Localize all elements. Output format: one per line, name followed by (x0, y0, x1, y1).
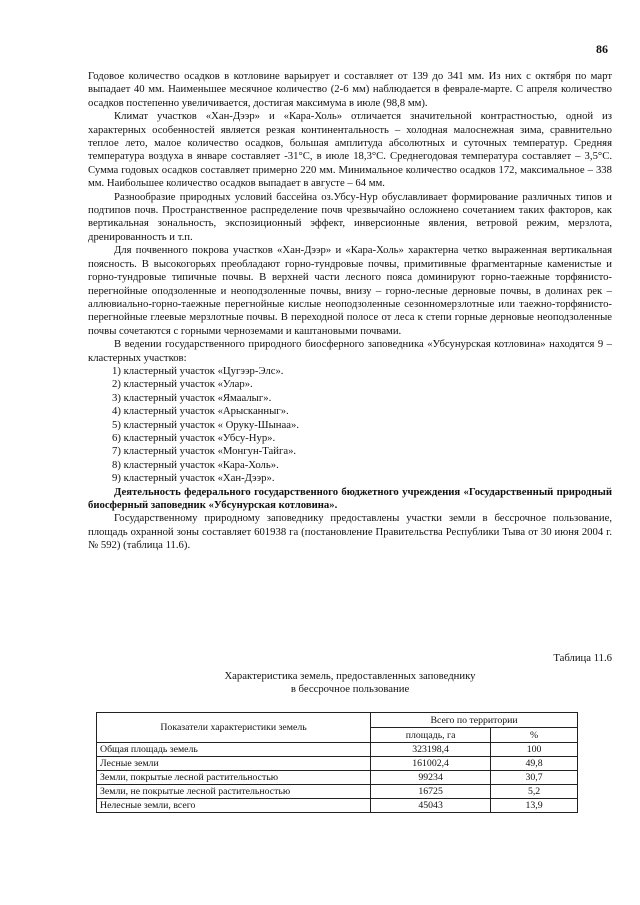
land-characteristics-table (96, 712, 578, 813)
page-number: 86 (596, 42, 608, 56)
row-percent: 30,7 (491, 771, 578, 785)
table-row (97, 743, 578, 757)
list-item: 6) кластерный участок «Убсу-Нур». (112, 431, 276, 444)
list-item: 4) кластерный участок «Арысканныг». (112, 405, 289, 418)
paragraph-precipitation: Годовое количество осадков в котловине варьирует и составляет от 139 до 341 мм. Из них с октября по март выпадает 40 мм. Наименьшее месячное количество (2-6 мм) наблюдается в феврале-марте. С апреля количество осадков постепенно увеличивается, достигая максимума в июле (98,8 мм). (88, 70, 612, 109)
table-row (97, 785, 578, 799)
list-item: 3) кластерный участок «Ямаалыг». (112, 391, 272, 404)
table-row (97, 771, 578, 785)
table-caption-line2: в бессрочное пользование (290, 683, 410, 696)
row-label: Земли, покрытые лесной растительностью (97, 771, 371, 785)
cluster-list (88, 365, 612, 486)
row-area: 99234 (371, 771, 491, 785)
table-row (97, 757, 578, 771)
paragraph-soil-zonation: Для почвенного покрова участков «Хан-Дээр» и «Кара-Холь» характерна четко выраженная вертикальная поясность. В высокогорьях преобладают горно-тундровые почвы, примитивные фрагментарные каменистые и горно-тундровые типичные почвы. В верхней части лесного пояса доминируют горно-таежные торфянисто-перегнойные оподзоленные и неоподзоленные почвы, внизу – горно-лесные дерновые почвы, в долинах рек – аллювиально-горно-таежные перегнойные кислые неоподзоленные сезонномерзлотные или таежно-торфянисто-перегнойные глеевые мерзлотные почвы. В переходной полосе от леса к степи горные дерновые неоподзоленные почвы сочетаются с горными черноземами и каштановыми почвами. (88, 244, 612, 337)
list-item: 8) кластерный участок «Кара-Холь». (112, 458, 279, 471)
row-percent: 100 (491, 743, 578, 757)
row-label: Общая площадь земель (97, 743, 371, 757)
list-item: 9) кластерный участок «Хан-Дээр». (112, 472, 275, 485)
body-text (88, 70, 612, 553)
table-number: Таблица 11.6 (553, 652, 612, 664)
table-row (97, 799, 578, 813)
row-area: 161002,4 (371, 757, 491, 771)
header-total: Всего по территории (371, 713, 578, 728)
list-item: 1) кластерный участок «Цугээр-Элс». (112, 364, 284, 377)
header-percent: % (491, 728, 578, 743)
row-area: 45043 (371, 799, 491, 813)
row-label: Земли, не покрытые лесной растительностью (97, 785, 371, 799)
row-percent: 13,9 (491, 799, 578, 813)
row-area: 16725 (371, 785, 491, 799)
table-caption (88, 670, 612, 697)
section-heading: Деятельность федерального государственного бюджетного учреждения «Государственный природный биосферный заповедник «Убсунурская котловина». (88, 485, 612, 511)
row-percent: 49,8 (491, 757, 578, 771)
row-label: Нелесные земли, всего (97, 799, 371, 813)
list-item: 2) кластерный участок «Улар». (112, 378, 253, 391)
header-area: площадь, га (371, 728, 491, 743)
list-item: 7) кластерный участок «Монгун-Тайга». (112, 445, 297, 458)
row-label: Лесные земли (97, 757, 371, 771)
paragraph-land-use: Государственному природному заповеднику предоставлены участки земли в бессрочное пользование, площадь охранной зоны составляет 601938 га (постановление Правительства Республики Тыва от 30 июня 2004 г. № 592) (таблица 11.6). (88, 512, 612, 552)
header-indicator: Показатели характеристики земель (97, 713, 371, 743)
row-area: 323198,4 (371, 743, 491, 757)
paragraph-climate: Климат участков «Хан-Дээр» и «Кара-Холь» отличается значительной контрастностью, одной из характерных особенностей является резкая континентальность – холодная малоснежная зима, сравнительно теплое лето, малое количество осадков, большая амплитуда абсолютных и суточных температур. Средняя температура воздуха в январе составляет -31°С, в июле 18,3°С. Среднегодовая температура составляет – 3,5°С. Сумма годовых осадков составляет примерно 220 мм. Минимальное количество осадков 172, максимальное – 338 мм. Наибольшее количество осадков выпадает в августе – 64 мм. (88, 110, 612, 190)
paragraph-soil-diversity: Разнообразие природных условий бассейна оз.Убсу-Нур обуславливает формирование различных типов и подтипов почв. Пространственное распределение почв чрезвычайно осложнено сочетанием таких факторов, как вертикальная зональность, экспозиционный эффект, инверсионные явления, ветровой режим, мерзлота, дренированность и т.п. (88, 190, 612, 243)
paragraph-cluster-intro: В ведении государственного природного биосферного заповедника «Убсунурская котловина» находятся 9 – кластерных участков: (88, 338, 612, 364)
list-item: 5) кластерный участок « Оруку-Шынаа». (112, 418, 299, 431)
table-caption-line1: Характеристика земель, предоставленных заповеднику (224, 670, 476, 682)
row-percent: 5,2 (491, 785, 578, 799)
